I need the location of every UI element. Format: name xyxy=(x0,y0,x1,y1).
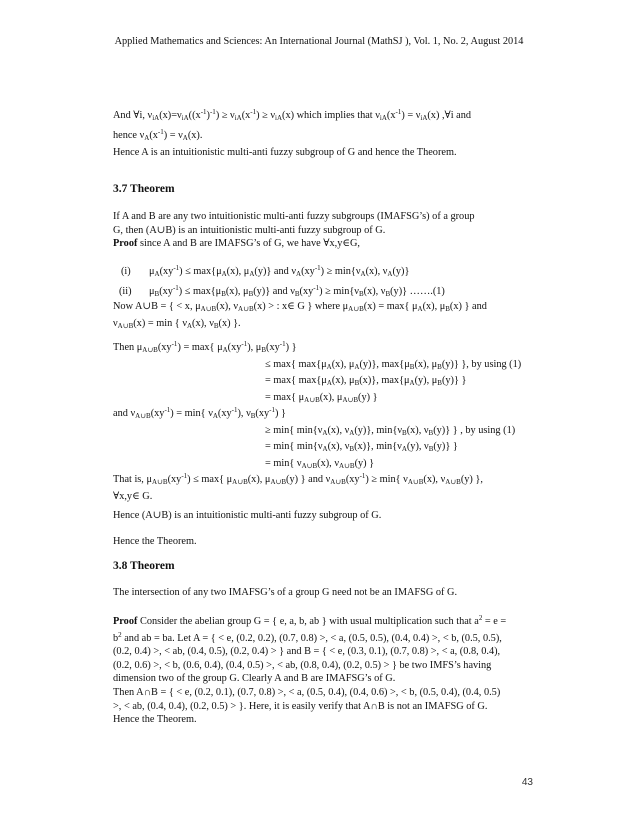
derivation-line: = max{ $\mu_{A\cup B}(x)$, $\mu_{A\cup B}(y)$ } xyxy=(265,391,378,404)
section-heading-3-7: 3.7 Theorem xyxy=(113,183,175,195)
page-number: 43 xyxy=(521,777,533,788)
text-line: ∀x,y∈ G. xyxy=(113,490,153,502)
section-heading-3-8: 3.8 Theorem xyxy=(113,560,175,572)
theorem-3-8-proof xyxy=(113,612,533,686)
paragraph-conclusion-A xyxy=(113,146,533,160)
text-line: (0.2, 0.6) >, < b, (0.6, 0.4), (0.4, 0.5) >, < ab, (0.8, 0.4), (0.2, 0.5) > } be two IMFS’s having xyxy=(113,659,492,671)
proof-label: Proof xyxy=(113,616,138,627)
derivation-line: ≤ max{ $\max\{\mu_A(x)$, $\mu_A(y)$}, $\max\{\mu_B(x)$, $\mu_B(y)$} }, by using (1) xyxy=(265,358,522,371)
text-line: $b^2$ and ab = ba. Let A = { < e, (0.2, 0.2), (0.7, 0.8) >, < a, (0.5, 0.5), (0.4, 0.4) >, < b, (0.5, 0.5), xyxy=(113,630,502,644)
text-line: since A and B are IMAFSG’s of G, we have ∀x,y∈G, xyxy=(137,238,361,249)
derivation-line: ≥ min{ $\min\{\nu_A(x)$, $\nu_A(y)$}, $\min\{\nu_B(x)$, $\nu_B(y)$} } , by using (1) xyxy=(265,424,516,437)
theorem-3-7-conclusion xyxy=(113,509,533,523)
nu-derivation xyxy=(113,404,533,473)
text-line: G, then (A∪B) is an intuitionistic multi-anti fuzzy subgroup of G. xyxy=(113,224,386,236)
text-line: The intersection of any two IMAFSG’s of a group G need not be an IMAFSG of G. xyxy=(113,587,458,598)
union-definition xyxy=(113,300,533,333)
mu-derivation xyxy=(113,338,533,407)
condition-i xyxy=(113,262,533,282)
theorem-3-7-end xyxy=(113,535,533,549)
text-line: (0.2, 0.4) >, < ab, (0.4, 0.5), (0.2, 0.4) > } and B = { < e, (0.3, 0.1), (0.7, 0.8) >, < a, (0.8, 0.4), xyxy=(113,646,501,657)
paragraph-nu-inverse xyxy=(113,106,533,145)
derivation-line: and $\nu_{A\cup B}(xy^{-1}) = \min${ $\nu_A(xy^{-1})$, $\nu_B(xy^{-1})$ } xyxy=(113,406,286,420)
text-line: Then A∩B = { < e, (0.2, 0.1), (0.7, 0.8) >, < a, (0.5, 0.4), (0.4, 0.6) >, < b, (0.5, 0.4), (0.4, 0.5) xyxy=(113,687,501,698)
text-line: hence $\nu_A(x^{-1}) = \nu_A(x)$. xyxy=(113,127,203,142)
text-line: dimension two of the group G. Clearly A and B are IMAFSG’s of G. xyxy=(113,673,396,684)
text-line: If A and B are any two intuitionistic multi-anti fuzzy subgroups (IMAFSG’s) of a group xyxy=(113,211,475,222)
text-line: And ∀i, $\nu_{iA}(x)=\nu_{iA}((x^{-1})^{-1}) \ge \nu_{iA}(x^{-1}) \ge \nu_{iA}(x)$ which implies that $\nu_{iA}(x^{-1}) = \nu_{iA}(x)$ ,∀i and xyxy=(113,108,472,122)
proof-label: Proof xyxy=(113,238,138,249)
proof-conditions xyxy=(113,262,533,301)
text-line: Hence the Theorem. xyxy=(113,536,197,547)
derivation-line: = max{ $\max\{\mu_A(x)$, $\mu_B(x)$}, $\max\{\mu_A(y)$, $\mu_B(y)$} } xyxy=(265,375,467,387)
condition-label: (i) xyxy=(121,266,131,277)
intersection-paragraph xyxy=(113,686,533,727)
condition-text: $\mu_A(xy^{-1}) \le \max\{\mu_A(x)$, $\mu_A(y)$} and $\nu_A(xy^{-1}) \ge \min\{\nu_A(x)$, $\nu_A(y)$} xyxy=(149,264,410,278)
running-head: Applied Mathematics and Sciences: An International Journal (MathSJ ), Vol. 1, No. 2, August 2014 xyxy=(114,36,524,47)
text-line: Hence A is an intuitionistic multi-anti fuzzy subgroup of G and hence the Theorem. xyxy=(113,147,457,158)
text-line: Hence the Theorem. xyxy=(113,714,197,725)
condition-label: (ii) xyxy=(119,285,132,297)
derivation-line: = min{ $\nu_{A\cup B}(x)$, $\nu_{A\cup B}(y)$ } xyxy=(265,457,375,470)
condition-ii xyxy=(113,282,533,302)
condition-text: $\mu_B(xy^{-1}) \le \max\{\mu_B(x)$, $\mu_B(y)$} and $\nu_B(xy^{-1}) \ge \min\{\nu_B(x)$, $\nu_B(y)$} …….(1) xyxy=(149,283,445,298)
that-is-paragraph xyxy=(113,470,533,503)
proof-line xyxy=(113,612,533,629)
theorem-3-8-statement xyxy=(113,586,533,600)
text-line: Hence (A∪B) is an intuitionistic multi-anti fuzzy subgroup of G. xyxy=(113,510,382,521)
derivation-line: Then $\mu_{A\cup B}(xy^{-1}) = \max${ $\mu_A(xy^{-1})$, $\mu_B(xy^{-1})$ } xyxy=(113,340,297,354)
theorem-3-7-statement xyxy=(113,210,533,251)
text-line: Consider the abelian group G = { e, a, b, ab } with usual multiplication such that $a^2 = e$ = xyxy=(137,614,507,627)
text-line: That is, $\mu_{A\cup B}(xy^{-1}) \le \max${ $\mu_{A\cup B}(x)$, $\mu_{A\cup B}(y)$ } and $\nu_{A\cup B}(xy^{-1}) \ge \min${ $\nu_{A\cup B}(x)$, $\nu_{A\cup B}(y)$ }, xyxy=(113,472,483,486)
text-line: Now A∪B = { < x, $\mu_{A\cup B}(x)$, $\nu_{A\cup B}(x)$ > : x∈ G } where $\mu_{A\cup B}(x) = \max${ $\mu_A(x)$, $\mu_B(x)$ } and xyxy=(113,301,487,313)
text-line: >, < ab, (0.4, 0.4), (0.2, 0.5) > }. Here, it is easily verify that A∩B is not an IMAFSG of G. xyxy=(113,700,488,712)
proof-line xyxy=(113,237,533,251)
text-line: $\nu_{A\cup B}(x) = \min$ { $\nu_A(x)$, $\nu_B(x)$ }. xyxy=(113,317,241,330)
derivation-line: = min{ $\min\{\nu_A(x)$, $\nu_B(x)$}, $\min\{\nu_A(y)$, $\nu_B(y)$} } xyxy=(265,441,458,453)
